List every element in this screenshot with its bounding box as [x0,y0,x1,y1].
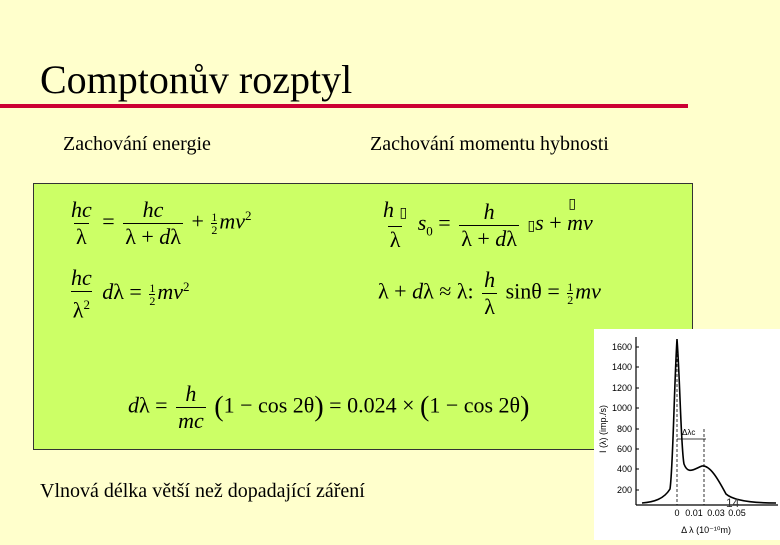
energy-approx-equation: $\frac{hc}{\lambda^2}$ dλ = $\frac{1}{2}$ $mv^2$ [71,265,190,323]
x-tick-003: 0.03 [707,508,725,518]
energy-equation: $\frac{hc}{\lambda}$ = $\frac{hc}{\lambda + d\lambda}$ + $\frac{1}{2}$ $mv^2$ [71,197,252,249]
right-heading: Zachování momentu hybnosti [370,133,609,155]
title-underline [0,104,688,108]
slide-title: Comptonův rozptyl [40,57,353,102]
y-tick-1200: 1200 [611,383,632,393]
intensity-curve [642,339,776,503]
x-tick-0: 0 [674,508,680,518]
graph-svg [594,329,780,540]
y-tick-labels [612,342,632,495]
y-tick-400: 400 [616,464,632,474]
x-tick-001: 0.01 [685,508,703,518]
footer-text: Vlnová délka větší než dopadající záření [40,480,365,502]
compton-graph [594,329,780,540]
delta-lambda-label: Δλc [682,428,696,437]
y-tick-1600: 1600 [611,342,632,352]
y-tick-1400: 1400 [611,362,632,372]
momentum-approx-equation: λ + dλ ≈ λ: $\frac{h}{\lambda}$ sinθ = $\frac{1}{2}$ mv [378,267,601,319]
y-tick-200: 200 [616,485,632,495]
x-axis-label: Δ λ (10⁻¹⁰m) [681,525,731,535]
result-equation: dλ = $\frac{h}{mc}$ (1 − cos 2θ) = 0.024 × (1 − cos 2θ) [128,381,530,433]
momentum-equation: $\frac{h ▯}{\lambda}$ $s_0$ = $\frac{h}{\lambda + d\lambda}$ ▯s + mv ▯ [383,196,593,252]
y-tick-600: 600 [616,444,632,454]
x-tick-005: 0.05 [728,508,746,518]
y-tick-800: 800 [616,424,632,434]
y-axis-label: I (λ) (imp./s) [598,405,608,453]
page-number: 14 [726,496,740,510]
y-tick-1000: 1000 [611,403,632,413]
left-heading: Zachování energie [63,133,211,155]
